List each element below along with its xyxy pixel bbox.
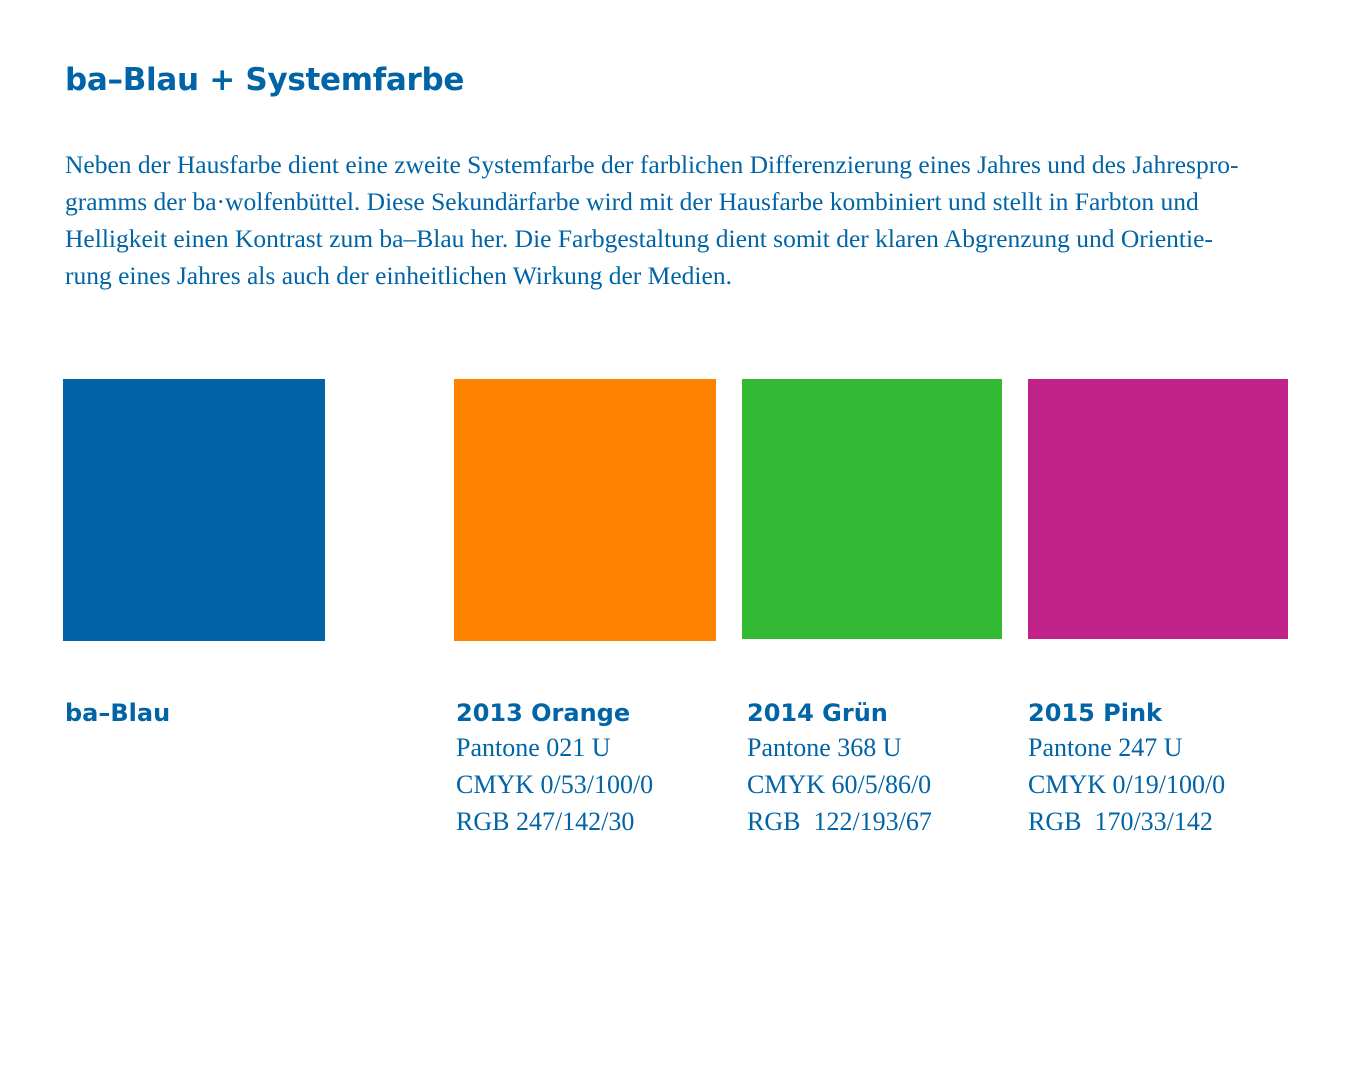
swatch-name: 2014 Grün <box>747 699 888 727</box>
cmyk-value: CMYK 0/53/100/0 <box>456 770 654 799</box>
swatch-name: 2013 Orange <box>456 699 631 727</box>
swatch-2013-orange <box>454 379 716 641</box>
page-title: ba–Blau + Systemfarbe <box>65 62 465 98</box>
swatch-label-2013-orange <box>456 697 653 840</box>
pantone-value: Pantone 021 U <box>456 733 611 762</box>
swatch-ba-blau <box>63 379 325 641</box>
swatch-name: ba–Blau <box>65 699 171 727</box>
swatch-label-2014-gruen <box>747 697 932 840</box>
swatch-label-2015-pink <box>1028 697 1225 840</box>
swatch-name: 2015 Pink <box>1028 699 1163 727</box>
rgb-value: RGB 122/193/67 <box>747 807 932 836</box>
intro-line: Neben der Hausfarbe dient eine zweite Systemfarbe der farblichen Differenzierung eines Jahres und des Jahrespro- <box>65 150 1239 179</box>
intro-line: Helligkeit einen Kontrast zum ba–Blau her. Die Farbgestaltung dient somit der klaren Abgrenzung und Orientie- <box>65 224 1213 253</box>
swatch-2014-gruen <box>742 379 1002 639</box>
swatch-2015-pink <box>1028 379 1288 639</box>
intro-line: gramms der ba·wolfenbüttel. Diese Sekundärfarbe wird mit der Hausfarbe kombiniert und stellt in Farbton und <box>65 187 1199 216</box>
intro-paragraph <box>65 146 1295 294</box>
cmyk-value: CMYK 60/5/86/0 <box>747 770 932 799</box>
swatch-label-ba-blau <box>65 697 170 729</box>
intro-line: rung eines Jahres als auch der einheitlichen Wirkung der Medien. <box>65 261 732 290</box>
cmyk-value: CMYK 0/19/100/0 <box>1028 770 1226 799</box>
pantone-value: Pantone 247 U <box>1028 733 1183 762</box>
pantone-value: Pantone 368 U <box>747 733 902 762</box>
rgb-value: RGB 247/142/30 <box>456 807 635 836</box>
rgb-value: RGB 170/33/142 <box>1028 807 1213 836</box>
